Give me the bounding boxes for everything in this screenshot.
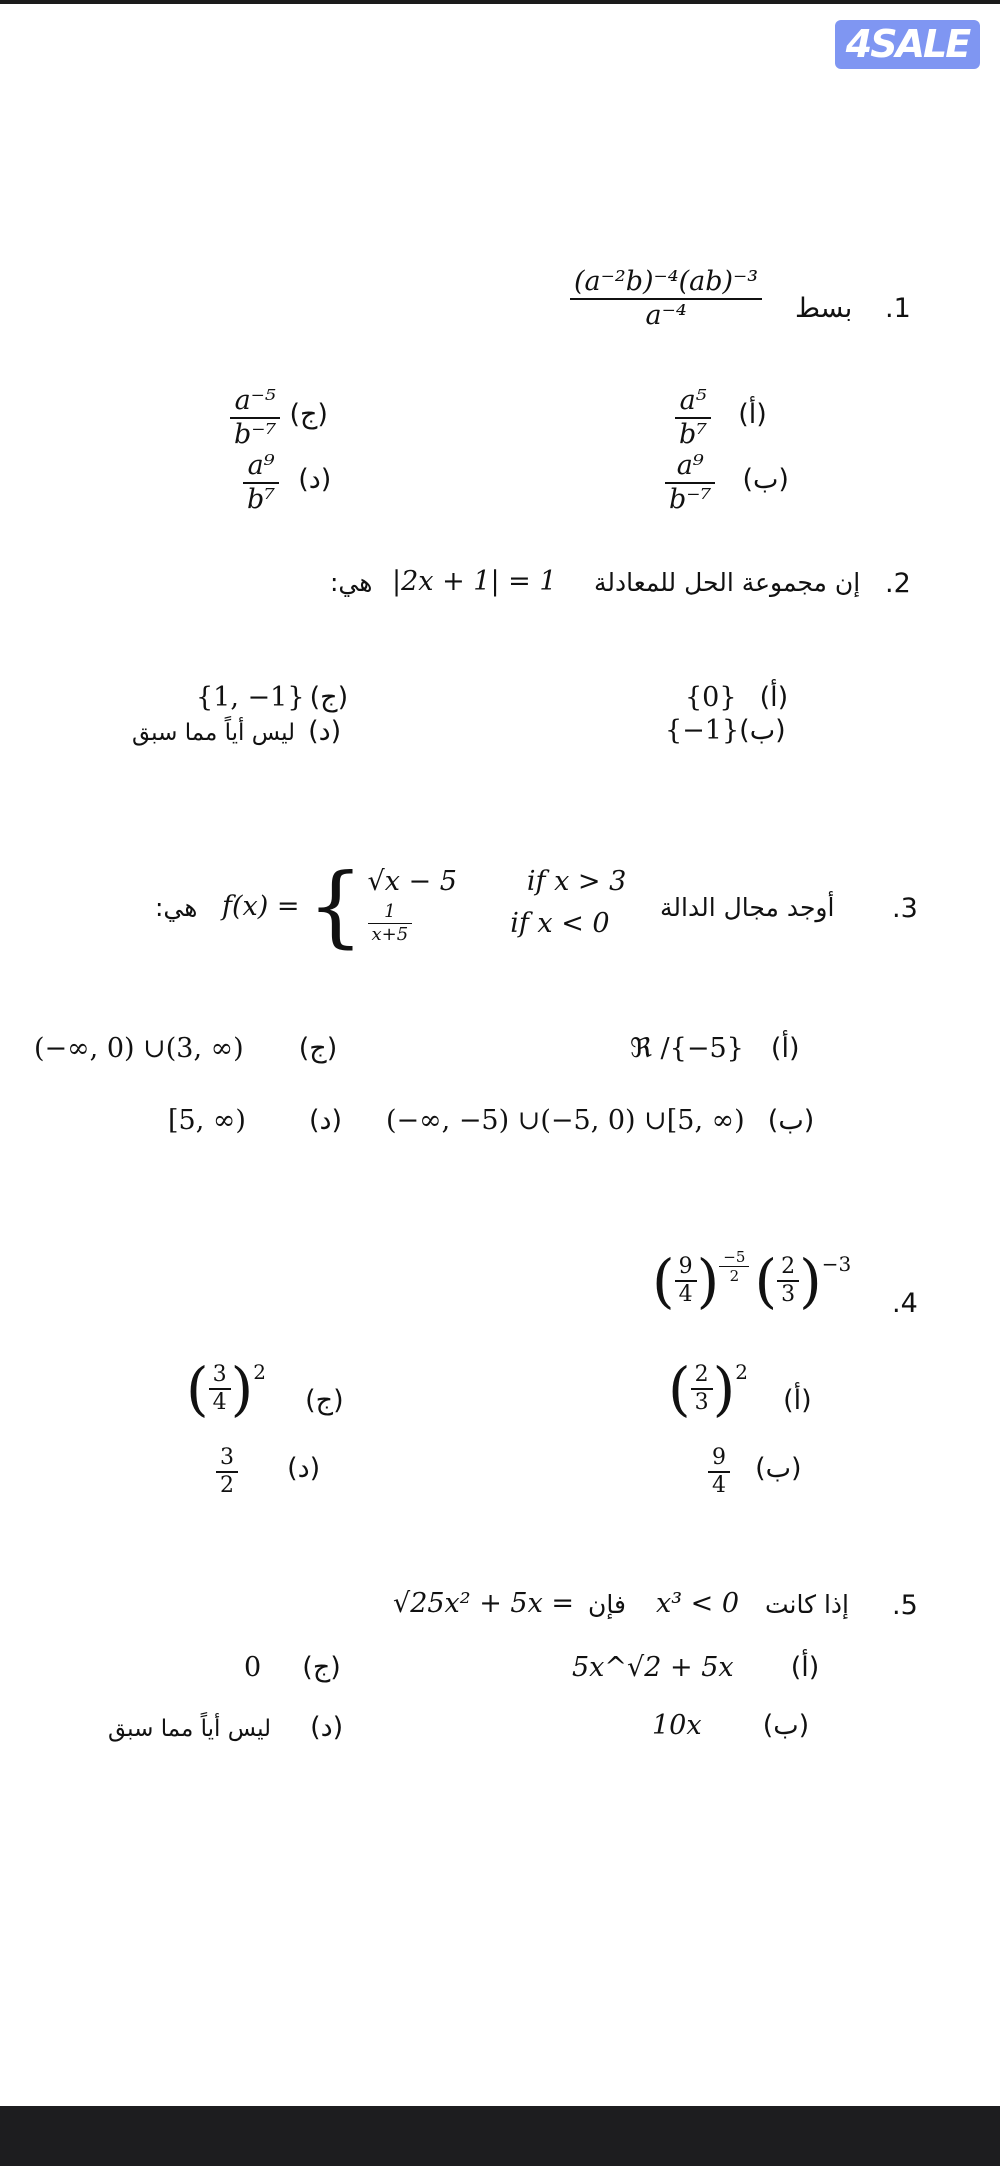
q1-opt-b-label: (ب) (742, 463, 789, 495)
q4-expression: ( $\frac{9}{4}$ ) $\frac{-5}{2}$ ( $\frac{2}{3}$ ) −3 (652, 1247, 852, 1315)
q3-case2-num: 1 (384, 901, 396, 923)
q1-option-a[interactable] (675, 385, 767, 452)
q2-number: .2 (885, 568, 911, 599)
q2-option-a[interactable] (685, 682, 788, 713)
q4-opt-c-num: 3 (212, 1361, 227, 1387)
q5-opt-b-value: 10x (652, 1710, 702, 1741)
q3-suffix: هي: (155, 893, 198, 922)
q4-opt-b-label: (ب) (755, 1452, 802, 1484)
brand-logo[interactable]: 4SALE (835, 20, 980, 69)
q4-opt-b-den: 4 (712, 1473, 726, 1499)
q2-option-c[interactable] (196, 682, 348, 713)
q1-number: .1 (885, 293, 911, 324)
q5-prompt: إذا كانت (765, 1590, 849, 1619)
q3-number: .3 (892, 893, 918, 924)
q1-opt-d-label: (د) (298, 463, 332, 495)
q4-f1-exp-num: −5 (723, 1248, 746, 1266)
q3-opt-d-value: [5, ∞) (168, 1105, 246, 1136)
q3-opt-d-label: (د) (309, 1105, 343, 1136)
q1-opt-a-num: a⁵ (679, 385, 707, 416)
q2-opt-c-label: (ج) (309, 682, 349, 713)
q1-option-c[interactable] (230, 385, 328, 452)
bottom-navigation-bar (0, 2106, 1000, 2166)
q4-option-c[interactable]: ( $\frac{3}{4}$ ) 2 (ج) (186, 1355, 344, 1423)
q4-f2-exp: −3 (821, 1252, 852, 1276)
q1-option-b[interactable] (665, 450, 789, 517)
q3-cond1: if x > 3 (526, 866, 627, 898)
q5-option-a[interactable] (572, 1652, 819, 1683)
q2-equation: |2x + 1| = 1 (392, 566, 557, 597)
q5-opt-b-label: (ب) (762, 1710, 810, 1741)
q5-option-b[interactable] (652, 1710, 809, 1741)
q1-prompt: بسط (795, 293, 853, 324)
q3-option-c[interactable] (34, 1033, 337, 1064)
q3-opt-b-label: (ب) (767, 1105, 815, 1136)
q4-opt-a-exp: 2 (735, 1360, 749, 1384)
q3-prompt: أوجد مجال الدالة (660, 893, 835, 922)
q2-opt-d-label: (د) (308, 716, 342, 747)
q3-opt-a-label: (أ) (770, 1033, 800, 1064)
q4-opt-d-num: 3 (220, 1445, 234, 1470)
q4-opt-a-label: (أ) (783, 1385, 812, 1416)
q4-opt-b-num: 9 (712, 1445, 726, 1470)
q3-opt-c-label: (ج) (298, 1033, 338, 1064)
q5-option-c[interactable] (244, 1652, 341, 1683)
q5-condition: x³ < 0 (656, 1588, 740, 1619)
q4-opt-c-label: (ج) (305, 1385, 344, 1416)
q3-opt-c-value: (−∞, 0) ∪(3, ∞) (34, 1033, 244, 1064)
q5-opt-c-label: (ج) (302, 1652, 341, 1683)
q4-opt-c-den: 4 (212, 1390, 227, 1415)
q2-opt-a-label: (أ) (759, 682, 789, 713)
q3-function: f(x) = { √x − 5 if x > 3 $\frac{1}{x+5}$ if x < 0 (222, 854, 627, 957)
q4-opt-d-den: 2 (220, 1473, 234, 1499)
q4-number: .4 (892, 1288, 918, 1319)
q3-option-b[interactable] (386, 1105, 814, 1136)
q4-f1-exp-den: 2 (729, 1267, 740, 1285)
q4-opt-c-exp: 2 (253, 1360, 267, 1384)
q2-opt-a-value: {0} (685, 682, 737, 713)
q2-opt-c-value: {1, −1} (196, 682, 305, 713)
q1-opt-b-den: b⁻⁷ (669, 484, 712, 516)
q1-opt-c-den: b⁻⁷ (234, 419, 277, 451)
q2-opt-d-value: ليس أياً مما سبق (132, 720, 296, 746)
q3-func-name: f(x) = (222, 890, 300, 922)
q4-opt-d-label: (د) (287, 1452, 321, 1484)
q2-opt-b-value: {−1} (665, 715, 740, 746)
q3-case1: √x − 5 (367, 866, 457, 898)
q5-opt-a-label: (أ) (790, 1652, 820, 1683)
q4-f2-num: 2 (781, 1253, 796, 1279)
q5-number: .5 (892, 1590, 918, 1621)
q1-opt-c-label: (ج) (289, 398, 328, 430)
q3-opt-b-value: (−∞, −5) ∪(−5, 0) ∪[5, ∞) (386, 1105, 745, 1136)
q1-expr-numerator: (a⁻²b)⁻⁴(ab)⁻³ (574, 266, 759, 297)
q1-expression (570, 266, 762, 333)
q2-suffix: هي: (330, 568, 373, 597)
q1-expr-denominator: a⁻⁴ (645, 300, 687, 332)
q4-opt-a-den: 3 (694, 1390, 709, 1415)
q4-option-b[interactable] (708, 1445, 802, 1500)
q3-option-d[interactable] (168, 1105, 342, 1136)
q5-expression: √25x² + 5x = (393, 1588, 575, 1619)
q1-opt-a-label: (أ) (738, 398, 767, 430)
q1-opt-c-num: a⁻⁵ (234, 385, 276, 416)
q4-f1-num: 9 (678, 1253, 693, 1279)
q5-opt-d-value: ليس أياً مما سبق (108, 1716, 272, 1742)
q3-opt-a-value: ℜ /{−5} (630, 1033, 744, 1064)
q4-option-d[interactable] (216, 1445, 320, 1500)
q2-prompt: إن مجموعة الحل للمعادلة (594, 568, 861, 597)
q4-f2-den: 3 (781, 1282, 796, 1307)
q1-opt-b-num: a⁹ (676, 450, 704, 481)
q5-opt-d-label: (د) (310, 1712, 344, 1743)
q1-option-d[interactable] (243, 450, 331, 517)
q3-case2-den: x+5 (371, 924, 409, 945)
q5-option-d[interactable] (108, 1712, 343, 1743)
q2-option-d[interactable] (132, 716, 341, 747)
q5-opt-c-value: 0 (244, 1652, 262, 1683)
q3-cond2: if x < 0 (510, 908, 610, 939)
q4-f1-den: 4 (678, 1282, 693, 1307)
q5-then: فإن (588, 1590, 626, 1619)
q1-opt-d-num: a⁹ (247, 450, 275, 481)
q2-option-b[interactable] (665, 715, 786, 746)
top-border (0, 0, 1000, 4)
q1-opt-a-den: b⁷ (679, 419, 708, 451)
q4-opt-a-num: 2 (694, 1361, 709, 1387)
q4-option-a[interactable]: ( $\frac{2}{3}$ ) 2 (أ) (668, 1355, 812, 1423)
q2-opt-b-label: (ب) (739, 715, 786, 746)
q3-option-a[interactable] (630, 1033, 800, 1064)
q1-opt-d-den: b⁷ (247, 484, 276, 516)
q5-opt-a-value: 5x^√2 + 5x (572, 1652, 734, 1683)
